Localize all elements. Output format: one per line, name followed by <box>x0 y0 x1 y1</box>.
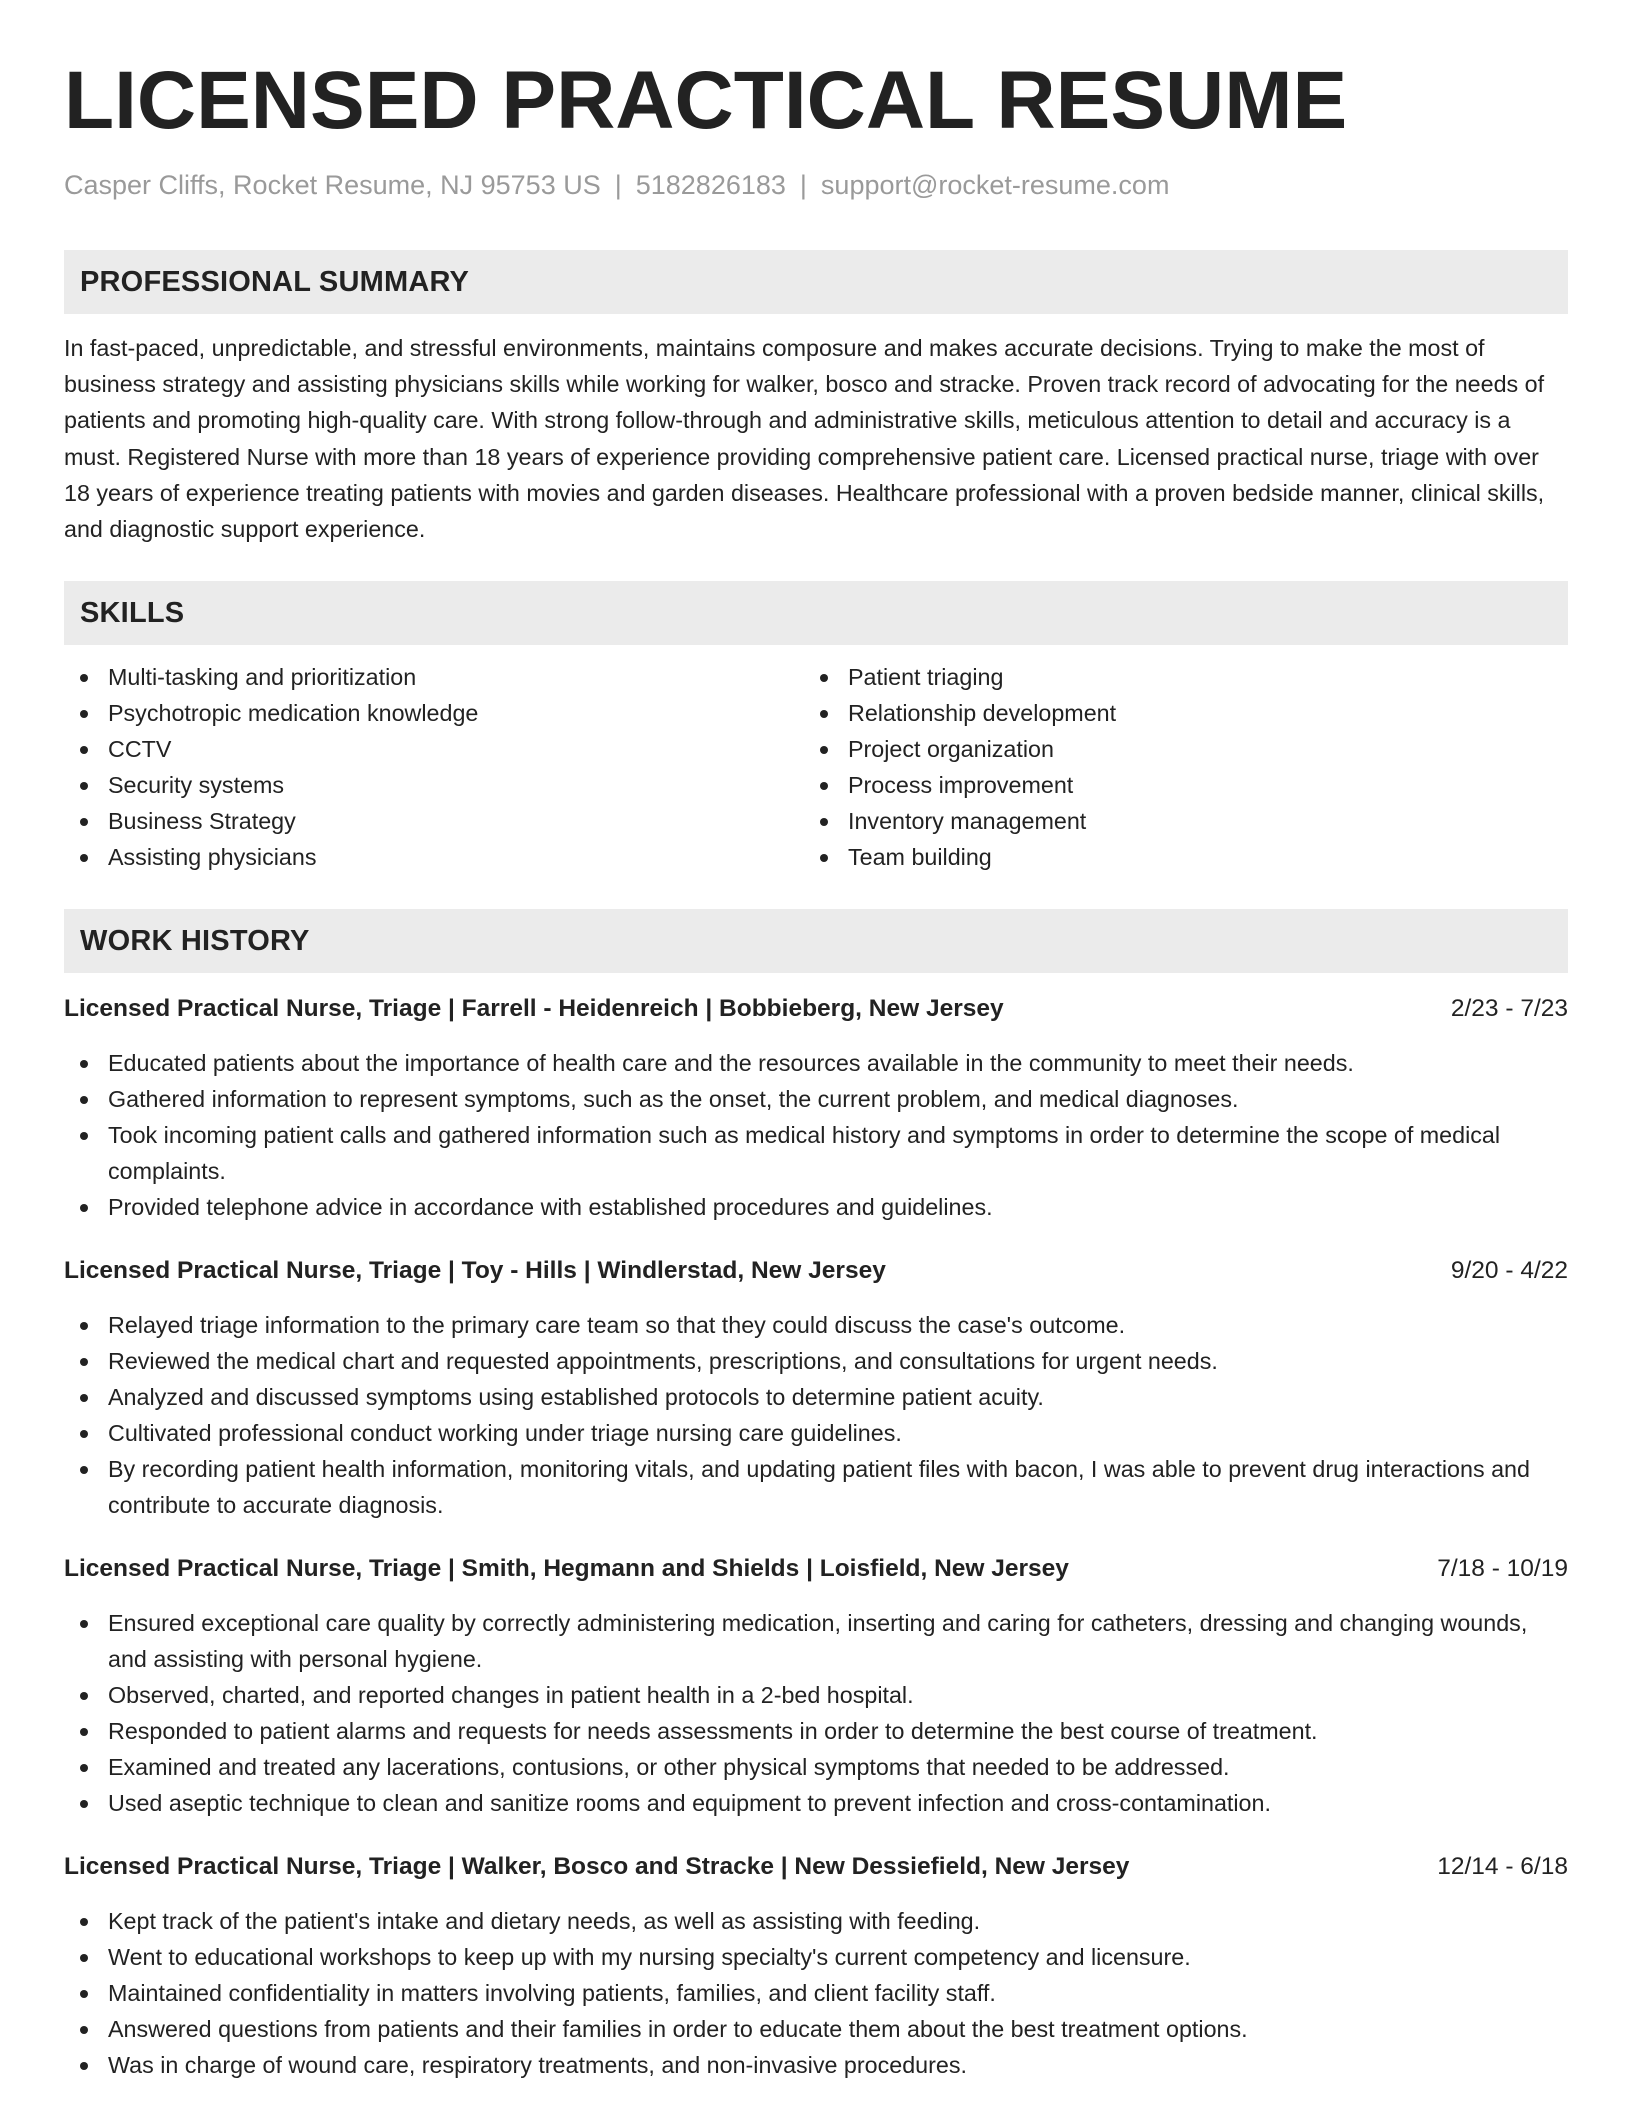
job-bullets <box>64 1307 1568 1523</box>
job-bullets <box>64 1903 1568 2083</box>
summary-section-header <box>64 250 1568 314</box>
job-entry <box>64 1849 1568 2083</box>
job-bullet: Educated patients about the importance of health care and the resources available in the community to meet their needs. <box>64 1045 1568 1081</box>
skill-item: Patient triaging <box>804 659 1544 695</box>
job-bullet: Analyzed and discussed symptoms using established protocols to determine patient acuity. <box>64 1379 1568 1415</box>
job-entry <box>64 1551 1568 1821</box>
job-bullet: Reviewed the medical chart and requested appointments, prescriptions, and consultations for urgent needs. <box>64 1343 1568 1379</box>
contact-separator: | <box>799 170 807 200</box>
work-section-title: WORK HISTORY <box>80 924 310 957</box>
job-bullet: Used aseptic technique to clean and sanitize rooms and equipment to prevent infection and cross-contamination. <box>64 1785 1568 1821</box>
job-heading-row <box>64 1253 1568 1289</box>
job-bullet: Ensured exceptional care quality by correctly administering medication, inserting and caring for catheters, dressing and changing wounds, and assisting with personal hygiene. <box>64 1605 1568 1677</box>
job-heading-row <box>64 1849 1568 1885</box>
job-heading-row <box>64 1551 1568 1587</box>
skill-item: Inventory management <box>804 803 1544 839</box>
job-bullets <box>64 1045 1568 1225</box>
skill-item: Team building <box>804 839 1544 875</box>
job-bullet: By recording patient health information, monitoring vitals, and updating patient files with bacon, I was able to prevent drug interactions and contribute to accurate diagnosis. <box>64 1451 1568 1523</box>
skill-item: CCTV <box>64 731 804 767</box>
job-title: Licensed Practical Nurse, Triage | Toy - Hills | Windlerstad, New Jersey <box>64 1257 886 1285</box>
job-entry <box>64 991 1568 1225</box>
contact-email: support@rocket-resume.com <box>820 170 1170 200</box>
job-bullet: Cultivated professional conduct working under triage nursing care guidelines. <box>64 1415 1568 1451</box>
job-bullet: Maintained confidentiality in matters involving patients, families, and client facility staff. <box>64 1975 1568 2011</box>
job-dates: 9/20 - 4/22 <box>1450 1257 1568 1285</box>
skill-item: Multi-tasking and prioritization <box>64 659 804 695</box>
job-dates: 7/18 - 10/19 <box>1437 1555 1568 1583</box>
job-bullet: Kept track of the patient's intake and dietary needs, as well as assisting with feeding. <box>64 1903 1568 1939</box>
job-bullet: Responded to patient alarms and requests for needs assessments in order to determine the best course of treatment. <box>64 1713 1568 1749</box>
job-bullet: Observed, charted, and reported changes in patient health in a 2-bed hospital. <box>64 1677 1568 1713</box>
skills-list <box>64 659 1568 875</box>
summary-text: In fast-paced, unpredictable, and stressful environments, maintains composure and makes accurate decisions. Trying to make the most of business strategy and assisting physicians skills while working for walker, bosco and stracke. Proven track record of advocating for the needs of patients and promoting high-quality care. With strong follow-through and administrative skills, meticulous attention to detail and accuracy is a must. Registered Nurse with more than 18 years of experience providing comprehensive patient care. Licensed practical nurse, triage with over 18 years of experience treating patients with movies and garden diseases. Healthcare professional with a proven bedside manner, clinical skills, and diagnostic support experience. <box>64 335 1545 543</box>
skills-section-title: SKILLS <box>80 596 185 629</box>
job-entry <box>64 1253 1568 1523</box>
skill-item: Project organization <box>804 731 1544 767</box>
contact-address: Casper Cliffs, Rocket Resume, NJ 95753 US <box>64 170 601 200</box>
skill-item: Assisting physicians <box>64 839 804 875</box>
job-bullet: Provided telephone advice in accordance with established procedures and guidelines. <box>64 1189 1568 1225</box>
job-title: Licensed Practical Nurse, Triage | Farrell - Heidenreich | Bobbieberg, New Jersey <box>64 995 1004 1023</box>
job-bullet: Took incoming patient calls and gathered information such as medical history and symptoms in order to determine the scope of medical complaints. <box>64 1117 1568 1189</box>
summary-section-title: PROFESSIONAL SUMMARY <box>80 265 470 298</box>
contact-line <box>64 168 1568 202</box>
contact-separator: | <box>614 170 622 200</box>
contact-phone: 5182826183 <box>635 170 786 200</box>
skill-item: Security systems <box>64 767 804 803</box>
job-heading-row <box>64 991 1568 1027</box>
skills-column-right <box>804 659 1544 875</box>
job-title: Licensed Practical Nurse, Triage | Smith, Hegmann and Shields | Loisfield, New Jersey <box>64 1555 1069 1583</box>
job-bullet: Went to educational workshops to keep up with my nursing specialty's current competency and licensure. <box>64 1939 1568 1975</box>
job-bullet: Gathered information to represent symptoms, such as the onset, the current problem, and medical diagnoses. <box>64 1081 1568 1117</box>
job-title: Licensed Practical Nurse, Triage | Walker, Bosco and Stracke | New Dessiefield, New Jersey <box>64 1853 1130 1881</box>
job-bullets <box>64 1605 1568 1821</box>
job-bullet: Relayed triage information to the primary care team so that they could discuss the case's outcome. <box>64 1307 1568 1343</box>
skills-section-header <box>64 581 1568 645</box>
resume-title: LICENSED PRACTICAL RESUME <box>64 55 1348 146</box>
job-bullet: Was in charge of wound care, respiratory treatments, and non-invasive procedures. <box>64 2047 1568 2083</box>
work-section-header <box>64 909 1568 973</box>
skill-item: Relationship development <box>804 695 1544 731</box>
skill-item: Process improvement <box>804 767 1544 803</box>
skill-item: Psychotropic medication knowledge <box>64 695 804 731</box>
job-dates: 2/23 - 7/23 <box>1450 995 1568 1023</box>
job-bullet: Examined and treated any lacerations, contusions, or other physical symptoms that needed to be addressed. <box>64 1749 1568 1785</box>
skills-column-left <box>64 659 804 875</box>
skill-item: Business Strategy <box>64 803 804 839</box>
job-dates: 12/14 - 6/18 <box>1437 1853 1568 1881</box>
job-bullet: Answered questions from patients and their families in order to educate them about the best treatment options. <box>64 2011 1568 2047</box>
